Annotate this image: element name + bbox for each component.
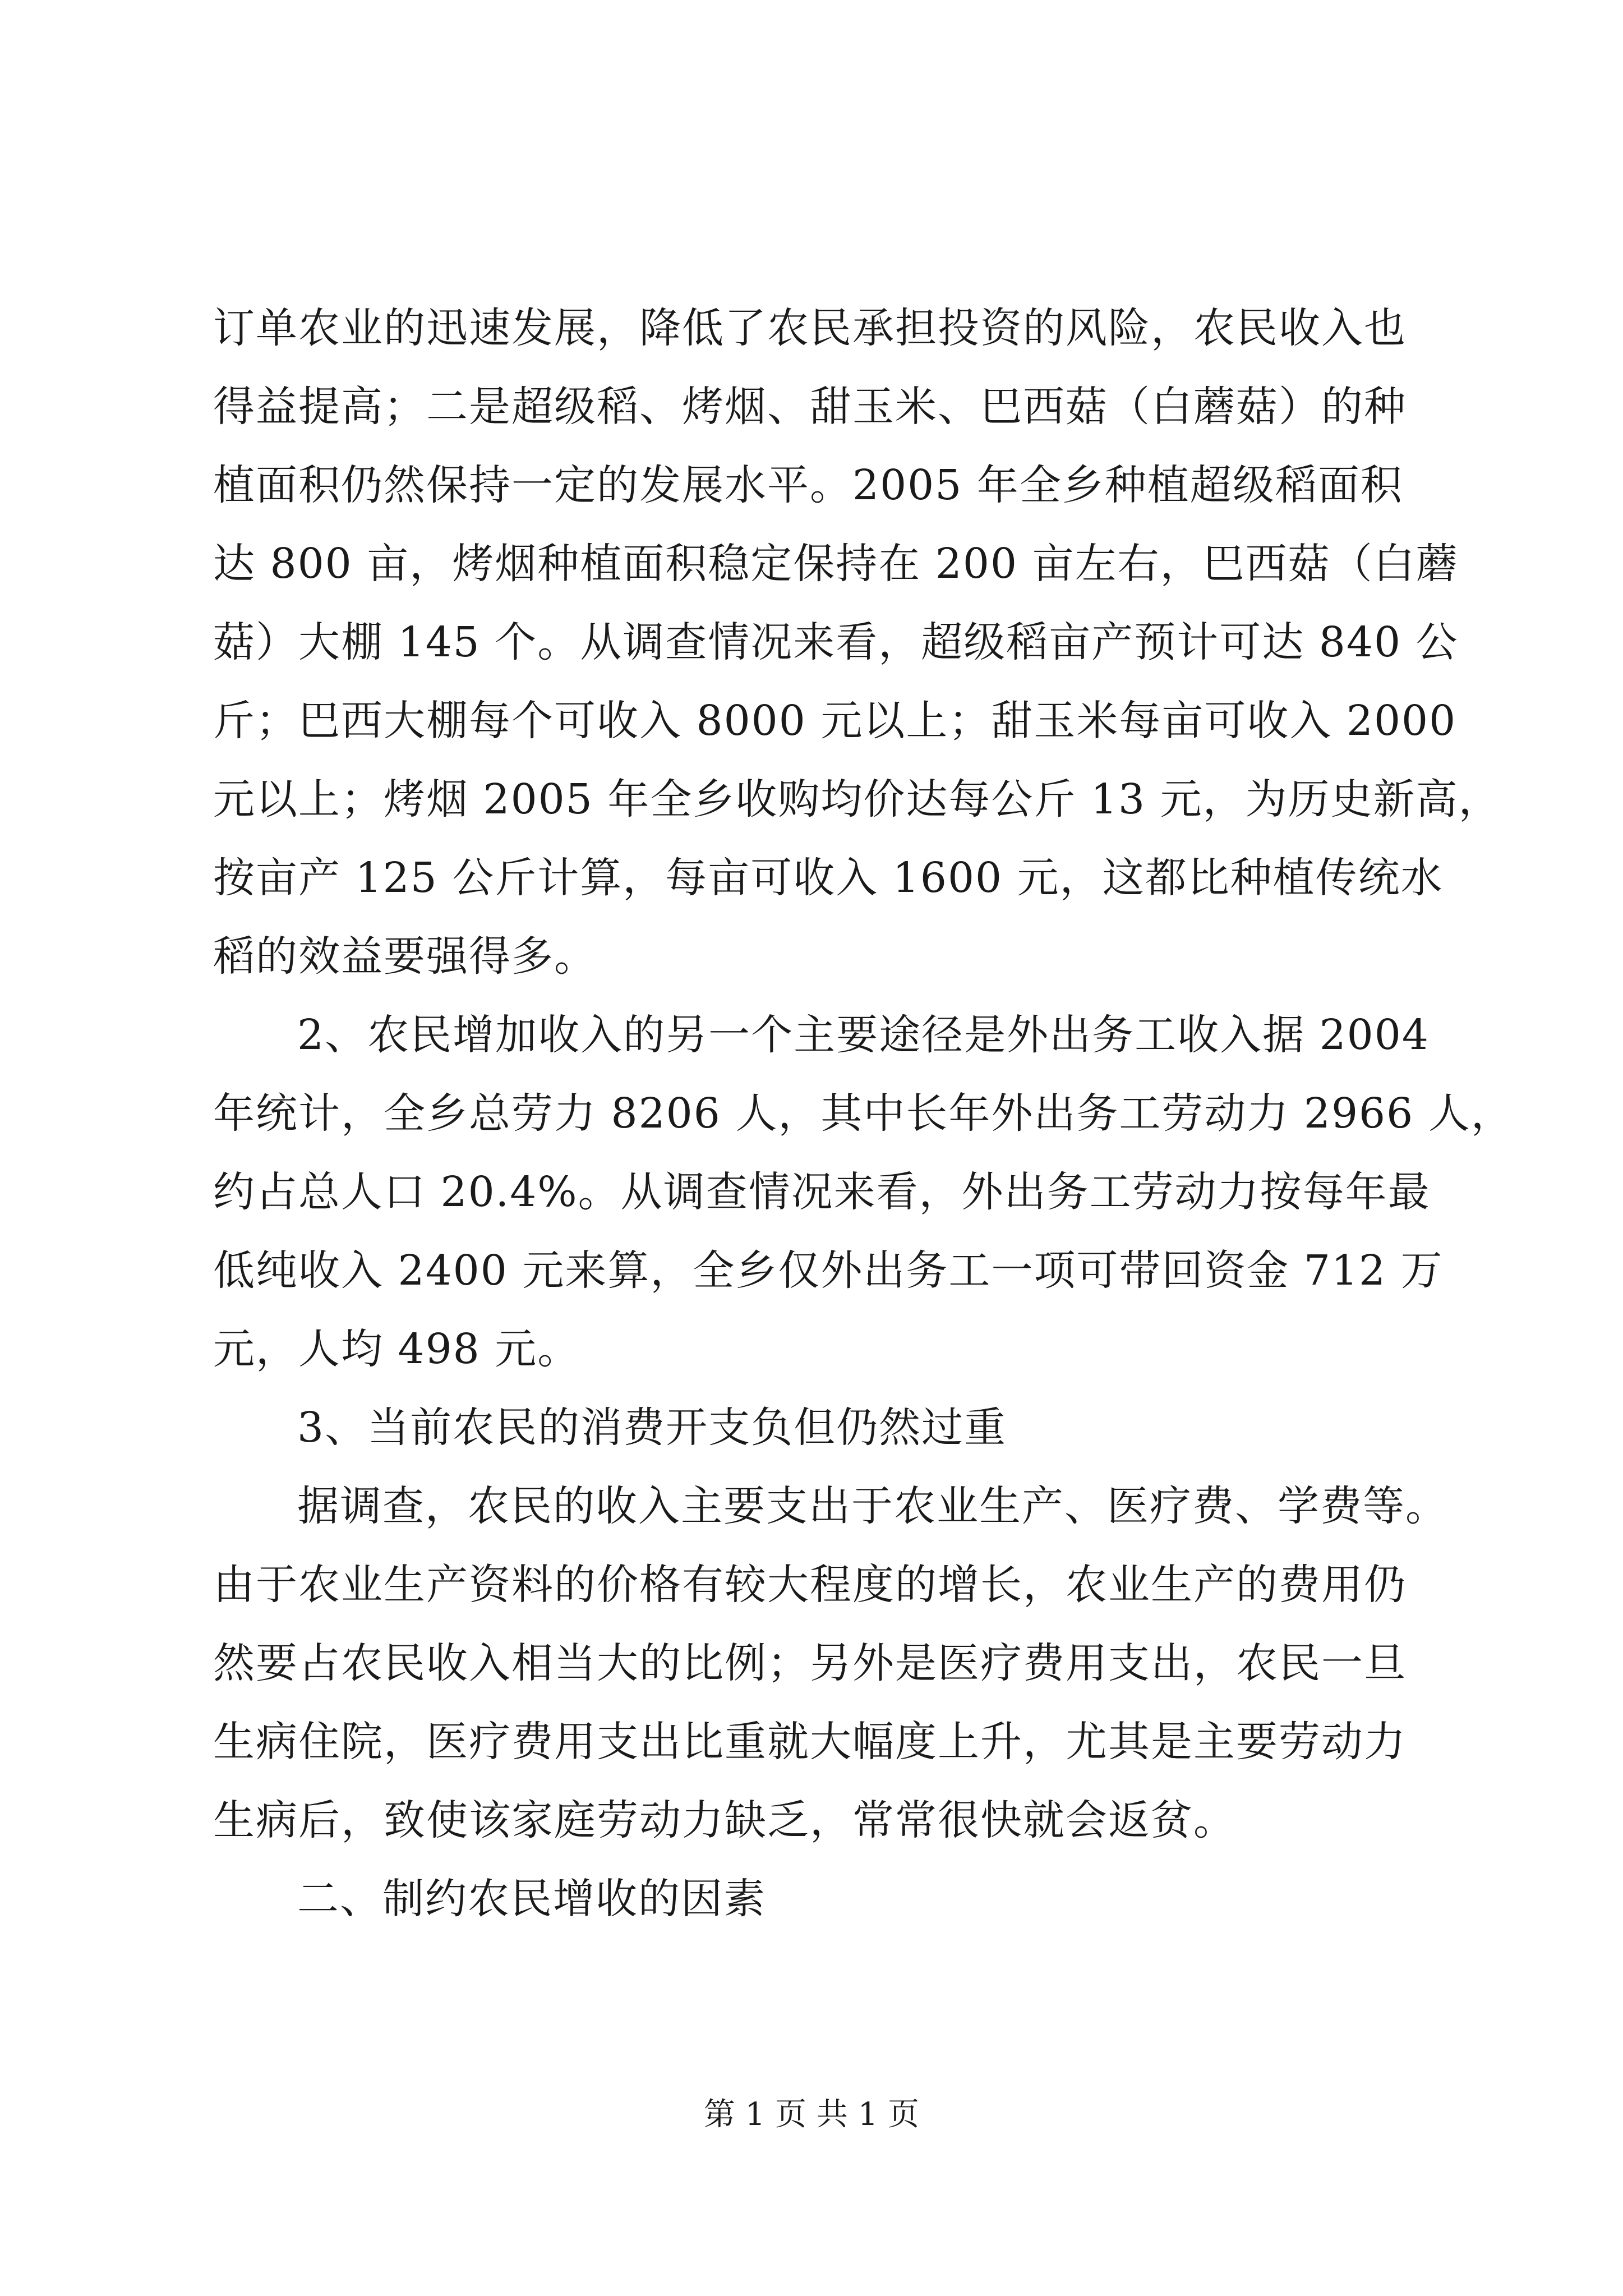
- text-line-4: 达 800 亩，烤烟种植面积稳定保持在 200 亩左右，巴西菇（白蘑: [213, 540, 1459, 588]
- text-line-8: 按亩产 125 公斤计算，每亩可收入 1600 元，这都比种植传统水: [213, 854, 1444, 902]
- section-heading-3: 3、当前农民的消费开支负但仍然过重: [297, 1404, 1007, 1452]
- text-line-6: 斤；巴西大棚每个可收入 8000 元以上；甜玉米每亩可收入 2000: [213, 697, 1457, 745]
- text-line-18: 然要占农民收入相当大的比例；另外是医疗费用支出，农民一旦: [213, 1639, 1407, 1687]
- text-line-1: 订单农业的迅速发展，降低了农民承担投资的风险，农民收入也: [213, 304, 1407, 352]
- text-line-13: 低纯收入 2400 元来算，全乡仅外出务工一项可带回资金 712 万: [213, 1246, 1444, 1295]
- text-line-3: 植面积仍然保持一定的发展水平。2005 年全乡种植超级稻面积: [213, 461, 1403, 509]
- text-line-14: 元，人均 498 元。: [213, 1325, 580, 1373]
- paragraph-3-start: 据调查，农民的收入主要支出于农业生产、医疗费、学费等。: [297, 1482, 1448, 1530]
- text-line-9: 稻的效益要强得多。: [213, 932, 597, 981]
- paragraph-2-start: 2、农民增加收入的另一个主要途径是外出务工收入据 2004: [297, 1011, 1430, 1059]
- text-line-17: 由于农业生产资料的价格有较大程度的增长，农业生产的费用仍: [213, 1561, 1407, 1609]
- text-line-5: 菇）大棚 145 个。从调查情况来看，超级稻亩产预计可达 840 公: [213, 618, 1459, 666]
- text-line-20: 生病后，致使该家庭劳动力缺乏，常常很快就会返贫。: [213, 1796, 1236, 1844]
- text-line-12: 约占总人口 20.4%。从调查情况来看，外出务工劳动力按每年最: [213, 1168, 1431, 1216]
- section-heading-2: 二、制约农民增收的因素: [297, 1875, 766, 1923]
- text-line-19: 生病住院，医疗费用支出比重就大幅度上升，尤其是主要劳动力: [213, 1718, 1407, 1766]
- text-line-11: 年统计，全乡总劳力 8206 人，其中长年外出务工劳动力 2966 人，: [213, 1089, 1514, 1138]
- text-line-7: 元以上；烤烟 2005 年全乡收购均价达每公斤 13 元，为历史新高，: [213, 775, 1501, 823]
- page-footer: 第 1 页 共 1 页: [703, 2096, 920, 2133]
- text-line-2: 得益提高；二是超级稻、烤烟、甜玉米、巴西菇（白蘑菇）的种: [213, 383, 1407, 431]
